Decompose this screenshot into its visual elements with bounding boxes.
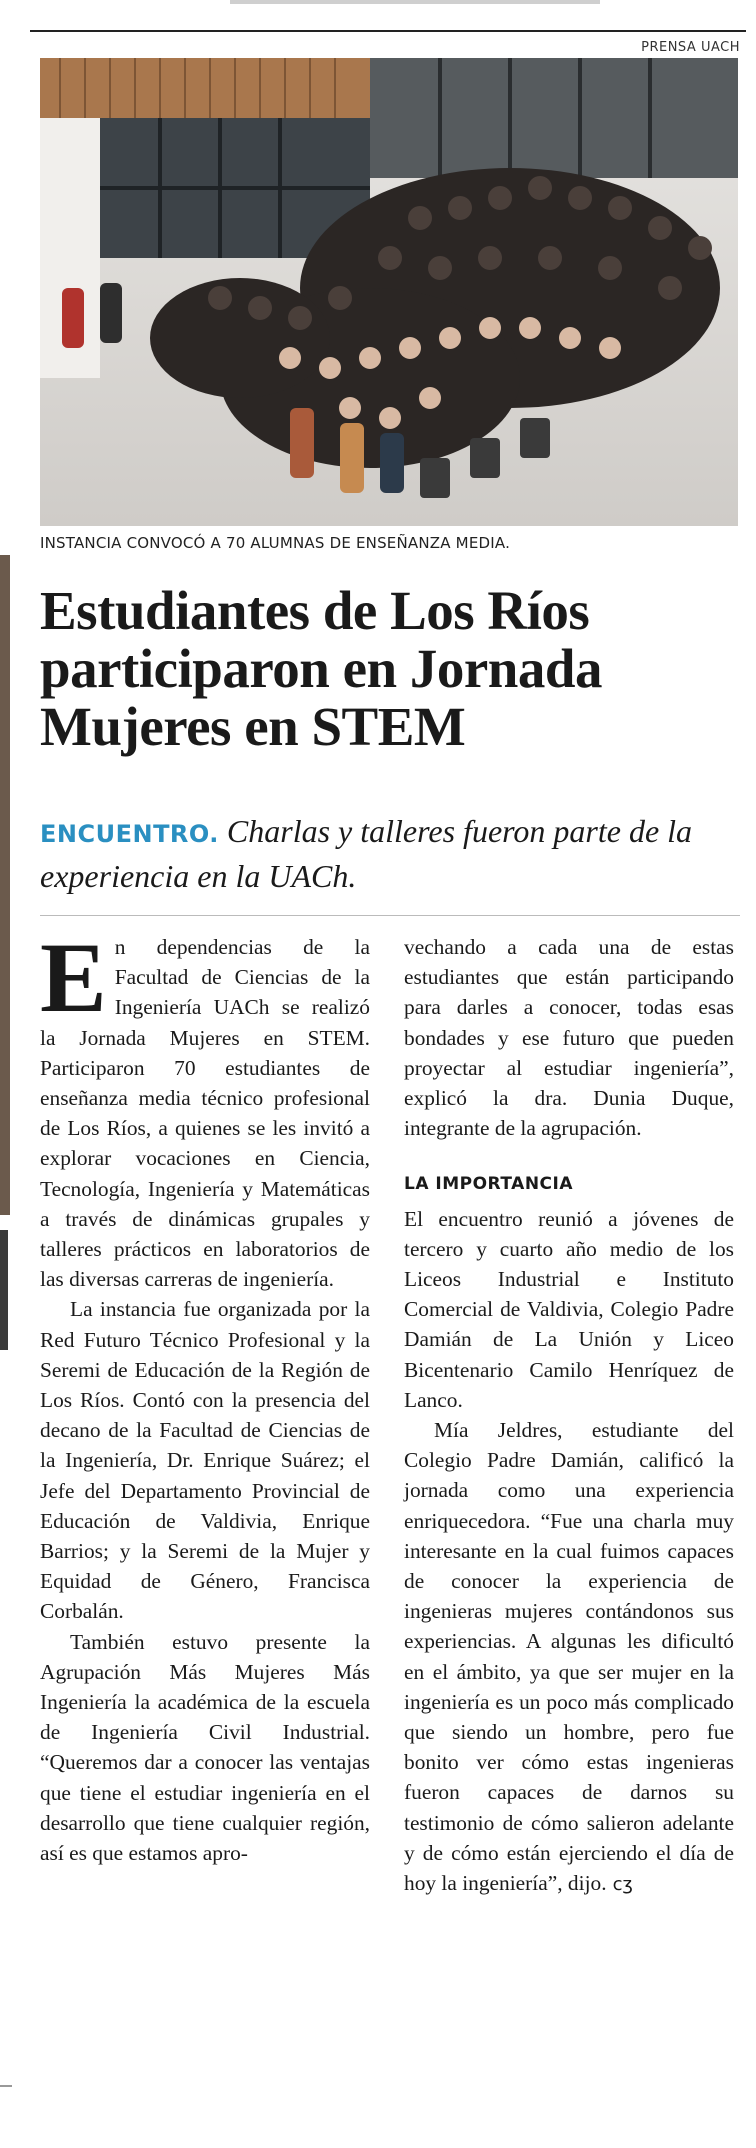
body-paragraph: El encuentro reunió a jóvenes de tercero y cuarto año medio de los Liceos Industrial e Instituto Comercial de Valdivia, Colegio Padre Damián de La Unión y Liceo Bicentenario Camilo Henríquez de Lanco.: [404, 1206, 734, 1412]
body-paragraph: [404, 1415, 734, 1900]
body-paragraph: También estuvo presente la Agrupación Más Mujeres Más Ingeniería la académica de la escuela de Ingeniería Civil Industrial. “Queremos dar a conocer las ventajas que tiene el estudiar ingeniería en el desarrollo que tiene cualquier región, así es que estamos apro-: [40, 1629, 370, 1866]
body-paragraph: vechando a cada una de estas estudiantes que están participando para darles a conocer, todas esas bondades y ese futuro que pueden proyectar al estudiar ingeniería”, explicó la dra. Dunia Duque, integrante de la agrupación.: [404, 935, 734, 1141]
adjacent-photo-fragment: [0, 1230, 8, 1350]
kicker: ENCUENTRO.: [40, 820, 219, 848]
event-photo: [40, 58, 738, 526]
body-column-right: [404, 932, 734, 1900]
body-paragraph: [40, 922, 370, 1294]
adjacent-rule: [0, 2085, 12, 2087]
end-mark: ᴄʒ: [612, 1874, 633, 1896]
drop-cap: E: [40, 922, 107, 1033]
deck-text: Charlas y talleres fueron parte de la experiencia en la UACh.: [40, 813, 693, 894]
photo-credit: PRENSA UACH: [641, 40, 740, 55]
paragraph-text: Mía Jeldres, estudiante del Colegio Padre Damián, calificó la jornada como una experiencia enriquecedora. “Fue una charla muy interesante en la cual fuimos capaces de conocer la experiencia de ingenieras mujeres contándonos sus experiencias. A algunas les dificultó en el ámbito, ya que ser mujer en la ingeniería es un poco más complicado que siendo un hombre, pero fue bonito ver cómo estas ingenieras fueron capaces de darnos su testimonio de cómo salieron adelante y de cómo están ejerciendo el día de hoy la ingeniería”, dijo.: [404, 1418, 734, 1896]
adjacent-page-edge: [0, 0, 14, 2148]
adjacent-photo-fragment: [0, 555, 10, 1215]
headline-line: Estudiantes de Los Ríos: [40, 580, 590, 641]
body-column-left: [40, 922, 370, 1868]
top-edge-fragment: [230, 0, 600, 4]
body-paragraph: La instancia fue organizada por la Red Futuro Técnico Profesional y la Seremi de Educación de la Región de Los Ríos. Contó con la presencia del decano de la Facultad de Ciencias de la Ingeniería, Dr. Enrique Suárez; el Jefe del Departamento Provincial de Educación de Valdivia, Enrique Barrios; y la Seremi de la Mujer y Equidad de Género, Francisca Corbalán.: [40, 1297, 370, 1624]
deck: [40, 810, 740, 897]
headline-line: Mujeres en STEM: [40, 696, 466, 757]
subhead: LA IMPORTANCIA: [404, 1174, 574, 1195]
photo-caption: INSTANCIA CONVOCÓ A 70 ALUMNAS DE ENSEÑANZA MEDIA.: [40, 534, 511, 552]
top-rule: [30, 30, 746, 32]
headline-line: participaron en Jornada: [40, 638, 602, 699]
deck-rule: [40, 915, 740, 916]
paragraph-text: n dependencias de la Facultad de Ciencias de la Ingeniería UACh se realizó la Jornada Mujeres en STEM. Participaron 70 estudiantes de enseñanza media técnico profesional de Los Ríos, a quienes se les invitó a explorar vocaciones en Ciencia, Tecnología, Ingeniería y Matemáticas a través de dinámicas grupales y talleres prácticos en laboratorios de las diversas carreras de ingeniería.: [40, 935, 370, 1292]
headline: [40, 582, 740, 756]
